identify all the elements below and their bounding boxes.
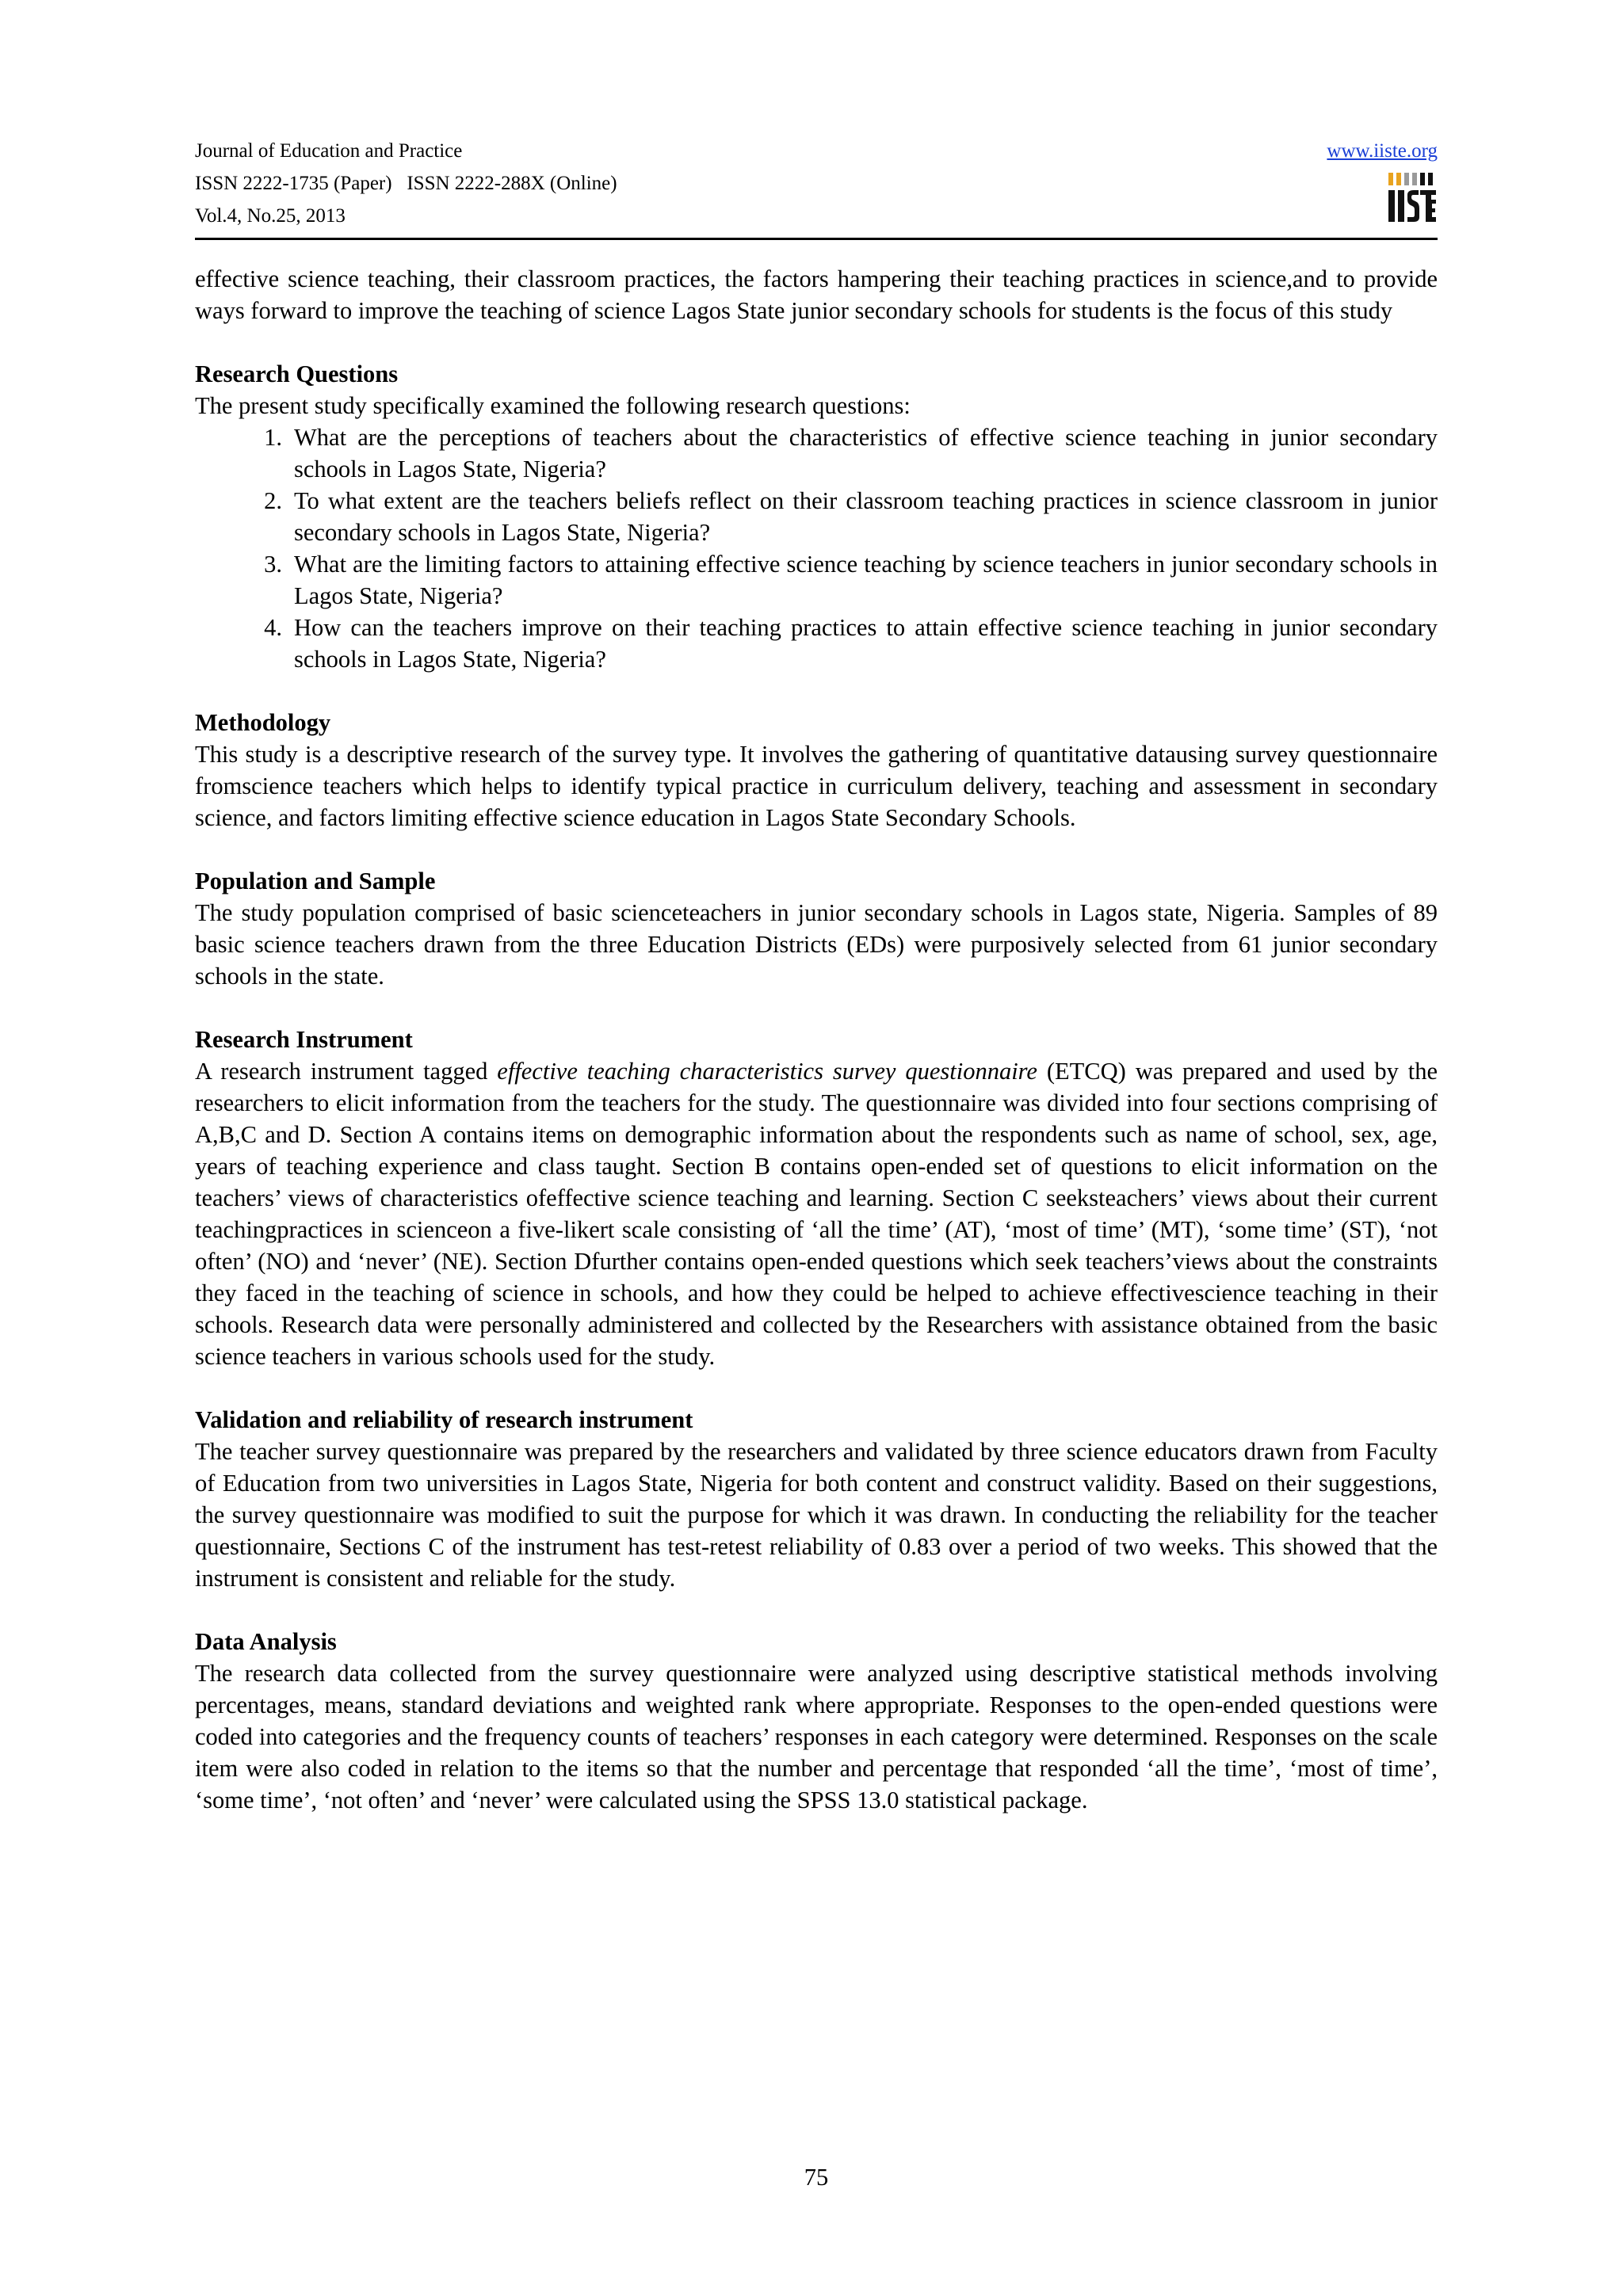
iiste-logo-icon <box>1387 171 1438 225</box>
population-paragraph: The study population comprised of basic scienceteachers in junior secondary schools in Lagos state, Nigeria. Samples of 89 basic science teachers drawn from the three Education Districts (EDs) were purposively selected from 61 junior secondary schools in the state. <box>195 899 1438 990</box>
instrument-paragraph <box>195 1055 1438 1372</box>
population-heading: Population and Sample <box>195 868 436 894</box>
page-content <box>195 263 1438 1816</box>
intro-paragraph: effective science teaching, their classroom practices, the factors hampering their teaching practices in science,and to provide ways forward to improve the teaching of science Lagos State junior secondary schools for students is the focus of this study <box>195 265 1438 324</box>
journal-issn: ISSN 2222-1735 (Paper) ISSN 2222-288X (Online) <box>195 173 617 194</box>
methodology-paragraph: This study is a descriptive research of the survey type. It involves the gathering of quantitative datausing survey questionnaire fromscience teachers which helps to identify typical practice in curriculum delivery, teaching and assessment in secondary science, and factors limiting effective science education in Lagos State Secondary Schools. <box>195 741 1438 831</box>
research-questions-heading: Research Questions <box>195 360 399 387</box>
list-number: 3. <box>264 551 282 578</box>
list-number: 1. <box>264 424 282 451</box>
list-number: 4. <box>264 614 282 641</box>
journal-website-link[interactable]: www.iiste.org <box>1327 140 1438 162</box>
research-questions-list <box>195 421 1438 675</box>
validation-paragraph: The teacher survey questionnaire was prepared by the researchers and validated by three science educators drawn from Faculty of Education from two universities in Lagos State, Nigeria for both content and construct validity. Based on their suggestions, the survey questionnaire was modified to suit the purpose for which it was drawn. In conducting the reliability for the teacher questionnaire, Sections C of the instrument has test-retest reliability of 0.83 over a period of two weeks. This showed that the instrument is consistent and reliable for the study. <box>195 1438 1438 1592</box>
research-question-item <box>195 485 1438 548</box>
instrument-name-italic: effective teaching characteristics survey questionnaire <box>497 1058 1037 1085</box>
research-question-text: To what extent are the teachers beliefs reflect on their classroom teaching practices in science classroom in junior secondary schools in Lagos State, Nigeria? <box>294 487 1438 546</box>
journal-volume: Vol.4, No.25, 2013 <box>195 205 346 227</box>
data-analysis-heading: Data Analysis <box>195 1628 337 1655</box>
instrument-text-before: A research instrument tagged <box>195 1058 498 1085</box>
list-number: 2. <box>264 487 282 514</box>
data-analysis-paragraph: The research data collected from the survey questionnaire were analyzed using descriptive statistical methods involving percentages, means, standard deviations and weighted rank where appropriate. Responses to the open-ended questions were coded into categories and the frequency counts of teachers’ responses in each category were determined. Responses on the scale item were also coded in relation to the items so that the number and percentage that responded ‘all the time’, ‘most of time’, ‘some time’, ‘not often’ and ‘never’ were calculated using the SPSS 13.0 statistical package. <box>195 1660 1438 1814</box>
research-question-item <box>195 548 1438 612</box>
journal-info <box>195 135 1438 232</box>
instrument-text-after: (ETCQ) was prepared and used by the researchers to elicit information from the teachers for the study. The questionnaire was divided into four sections comprising of A,B,C and D. Section A contains items on demographic information about the respondents such as name of school, sex, age, years of teaching experience and class taught. Section B contains open-ended set of questions to elicit information on the teachers’ views of characteristics ofeffective science teaching and learning. Section C seeksteachers’ views about their current teachingpractices in scienceon a five-likert scale consisting of ‘all the time’ (AT), ‘most of time’ (MT), ‘some time’ (ST), ‘not often’ (NO) and ‘never’ (NE). Section Dfurther contains open-ended questions which seek teachers’views about the constraints they faced in the teaching of science in schools, and how they could be helped to achieve effectivescience teaching in their schools. Research data were personally administered and collected by the Researchers with assistance obtained from the basic science teachers in various schools used for the study. <box>195 1058 1438 1370</box>
journal-title: Journal of Education and Practice <box>195 140 463 162</box>
page-header <box>195 135 1438 239</box>
research-question-text: What are the limiting factors to attaining effective science teaching by science teachers in junior secondary schools in Lagos State, Nigeria? <box>294 551 1438 609</box>
iiste-logo <box>1387 171 1438 225</box>
methodology-heading: Methodology <box>195 709 331 736</box>
research-question-text: What are the perceptions of teachers about the characteristics of effective science teaching in junior secondary schools in Lagos State, Nigeria? <box>294 424 1438 482</box>
validation-heading: Validation and reliability of research instrument <box>195 1406 693 1433</box>
header-divider <box>195 238 1438 240</box>
research-questions-intro: The present study specifically examined the following research questions: <box>195 392 911 419</box>
instrument-heading: Research Instrument <box>195 1026 413 1053</box>
research-question-item <box>195 421 1438 485</box>
research-question-text: How can the teachers improve on their teaching practices to attain effective science teaching in junior secondary schools in Lagos State, Nigeria? <box>294 614 1438 673</box>
page-number: 75 <box>804 2164 829 2191</box>
research-question-item <box>195 612 1438 675</box>
